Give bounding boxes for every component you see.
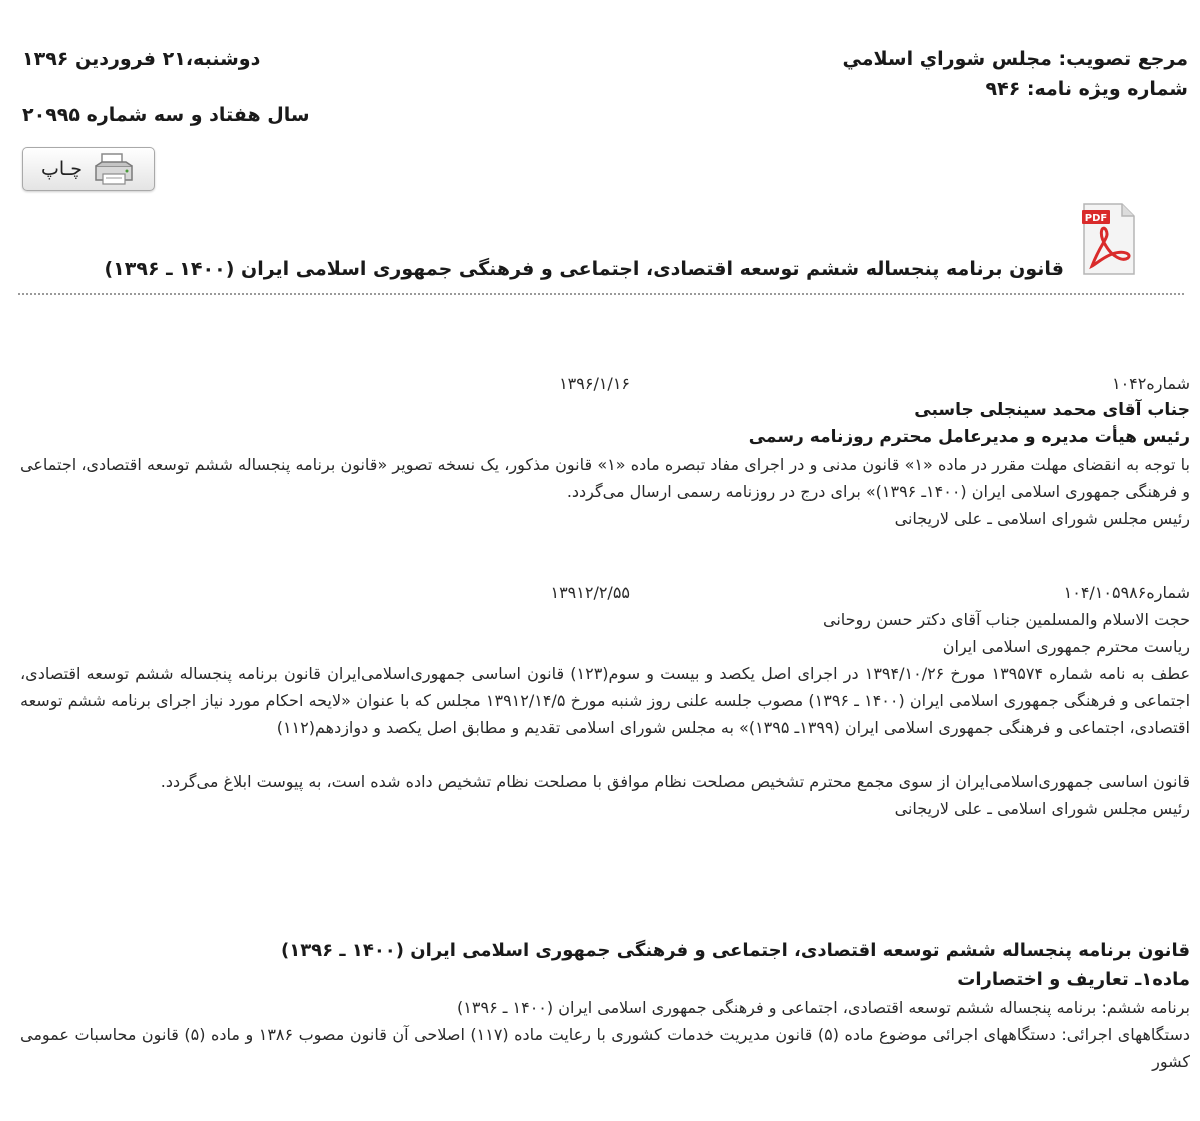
definition-2: دستگاههای اجرائی: دستگاههای اجرائی موضوع ماده (۵) قانون مدیریت خدمات کشوری با رعایت ماده (۱۱۷) اصلاحی آن قانون مصوب ۱۳۸۶ و ماده (۵) قانون محاسبات عمومی کشور [20,1025,1190,1071]
letter-1-number: شماره۱۰۴۲ [1111,374,1190,393]
letter-2-body-2: قانون اساسی جمهوری‌اسلامی‌ایران از سوی مجمع محترم تشخیص مصلحت نظام موافق با مصلحت نظام تشخیص داده شده است، به پیوست ابلاغ می‌گردد. [160,772,1190,791]
letter-1 [20,370,1190,532]
letter-1-addressee: جناب آقای محمد سینجلی جاسبی [914,400,1190,420]
letter-2-number-row [20,579,1190,606]
printer-icon [92,152,136,186]
print-button-label: چـاپ [41,158,82,180]
law-section-title: قانون برنامه پنجساله ششم توسعه اقتصادی، اجتماعی و فرهنگی جمهوری اسلامی ایران (۱۴۰۰ ـ ۱۳۹۶) [280,940,1190,961]
letter-2-body-1: عطف به نامه شماره ۱۳۹۵۷۴ مورخ ۱۳۹۴/۱۰/۲۶ در اجرای اصل یکصد و بیست و سوم(۱۲۳) قانون اساسی جمهوری‌اسلامی‌ایران قانون برنامه پنجساله ششم توسعه اقتصادی، اجتماعی و فرهنگی جمهوری اسلامی ایران (۱۴۰۰ ـ ۱۳۹۶) مصوب جلسه علنی روز شنبه مورخ ۱۳۹۱۲/۱۴/۵ مجلس که با عنوان «لایحه احکام مورد نیاز اجرای برنامه ششم توسعه اقتصادی، اجتماعی و فرهنگی جمهوری اسلامی ایران (۱۳۹۹ـ ۱۳۹۵)» به مجلس شورای اسلامی تقدیم و مطابق اصل یکصد و دوازدهم(۱۱۲) [20,664,1191,737]
letter-1-number-row [20,370,1190,397]
letter-2-addressee: حجت الاسلام والمسلمین جناب آقای دکتر حسن روحانی [823,610,1190,629]
header-right [843,44,1188,104]
letter-1-position: رئیس هیأت مدیره و مدیرعامل محترم روزنامه رسمی [748,427,1190,447]
law-title[interactable]: قانون برنامه پنجساله ششم توسعه اقتصادی، اجتماعی و فرهنگی جمهوری اسلامی ایران (۱۴۰۰ ـ ۱۳۹۶) [104,258,1064,280]
definition-1: برنامه ششم: برنامه پنجساله ششم توسعه اقتصادی، اجتماعی و فرهنگی جمهوری اسلامی ایران (۱۴۰۰ ـ ۱۳۹۶) [457,998,1190,1017]
letter-2 [20,579,1190,822]
spacer [20,741,1190,768]
letter-1-body: با توجه به انقضای مهلت مقرر در ماده «۱» قانون مدنی و در اجرای مفاد تبصره ماده «۱» قانون مذکور، یک نسخه تصویر «قانون برنامه پنجساله ششم توسعه اقتصادی، اجتماعی و فرهنگی جمهوری اسلامی ایران (۱۴۰۰ـ ۱۳۹۶)» برای درج در روزنامه رسمی ارسال می‌گردد. [20,455,1191,501]
letter-1-signature: رئیس مجلس شورای اسلامی ـ علی لاریجانی [894,509,1190,528]
letter-2-date: ۱۳۹۱۲/۲/۵۵ [550,583,630,602]
publish-date: دوشنبه،۲۱ فروردین ۱۳۹۶ [22,48,261,70]
approval-reference: مرجع تصويب: مجلس شوراي اسلامي [842,48,1188,70]
letter-2-signature: رئیس مجلس شورای اسلامی ـ علی لاریجانی [894,799,1190,818]
special-issue-number: شماره ویژه نامه: ۹۴۶ [985,78,1188,100]
pdf-label: PDF [1084,213,1108,224]
letter-1-date: ۱۳۹۶/۱/۱۶ [559,374,630,393]
print-button[interactable] [22,147,155,191]
pdf-icon[interactable] [1080,200,1138,278]
year-issue: سال هفتاد و سه شماره ۲۰۹۹۵ [22,104,310,126]
letter-2-number: شماره۱۰۴/۱۰۵۹۸۶ [1063,583,1190,602]
letter-2-position: ریاست محترم جمهوری اسلامی ایران [942,637,1190,656]
law-section [20,936,1190,1075]
article-heading: ماده۱ـ تعاریف و اختصارات [957,969,1190,990]
divider [18,293,1184,295]
